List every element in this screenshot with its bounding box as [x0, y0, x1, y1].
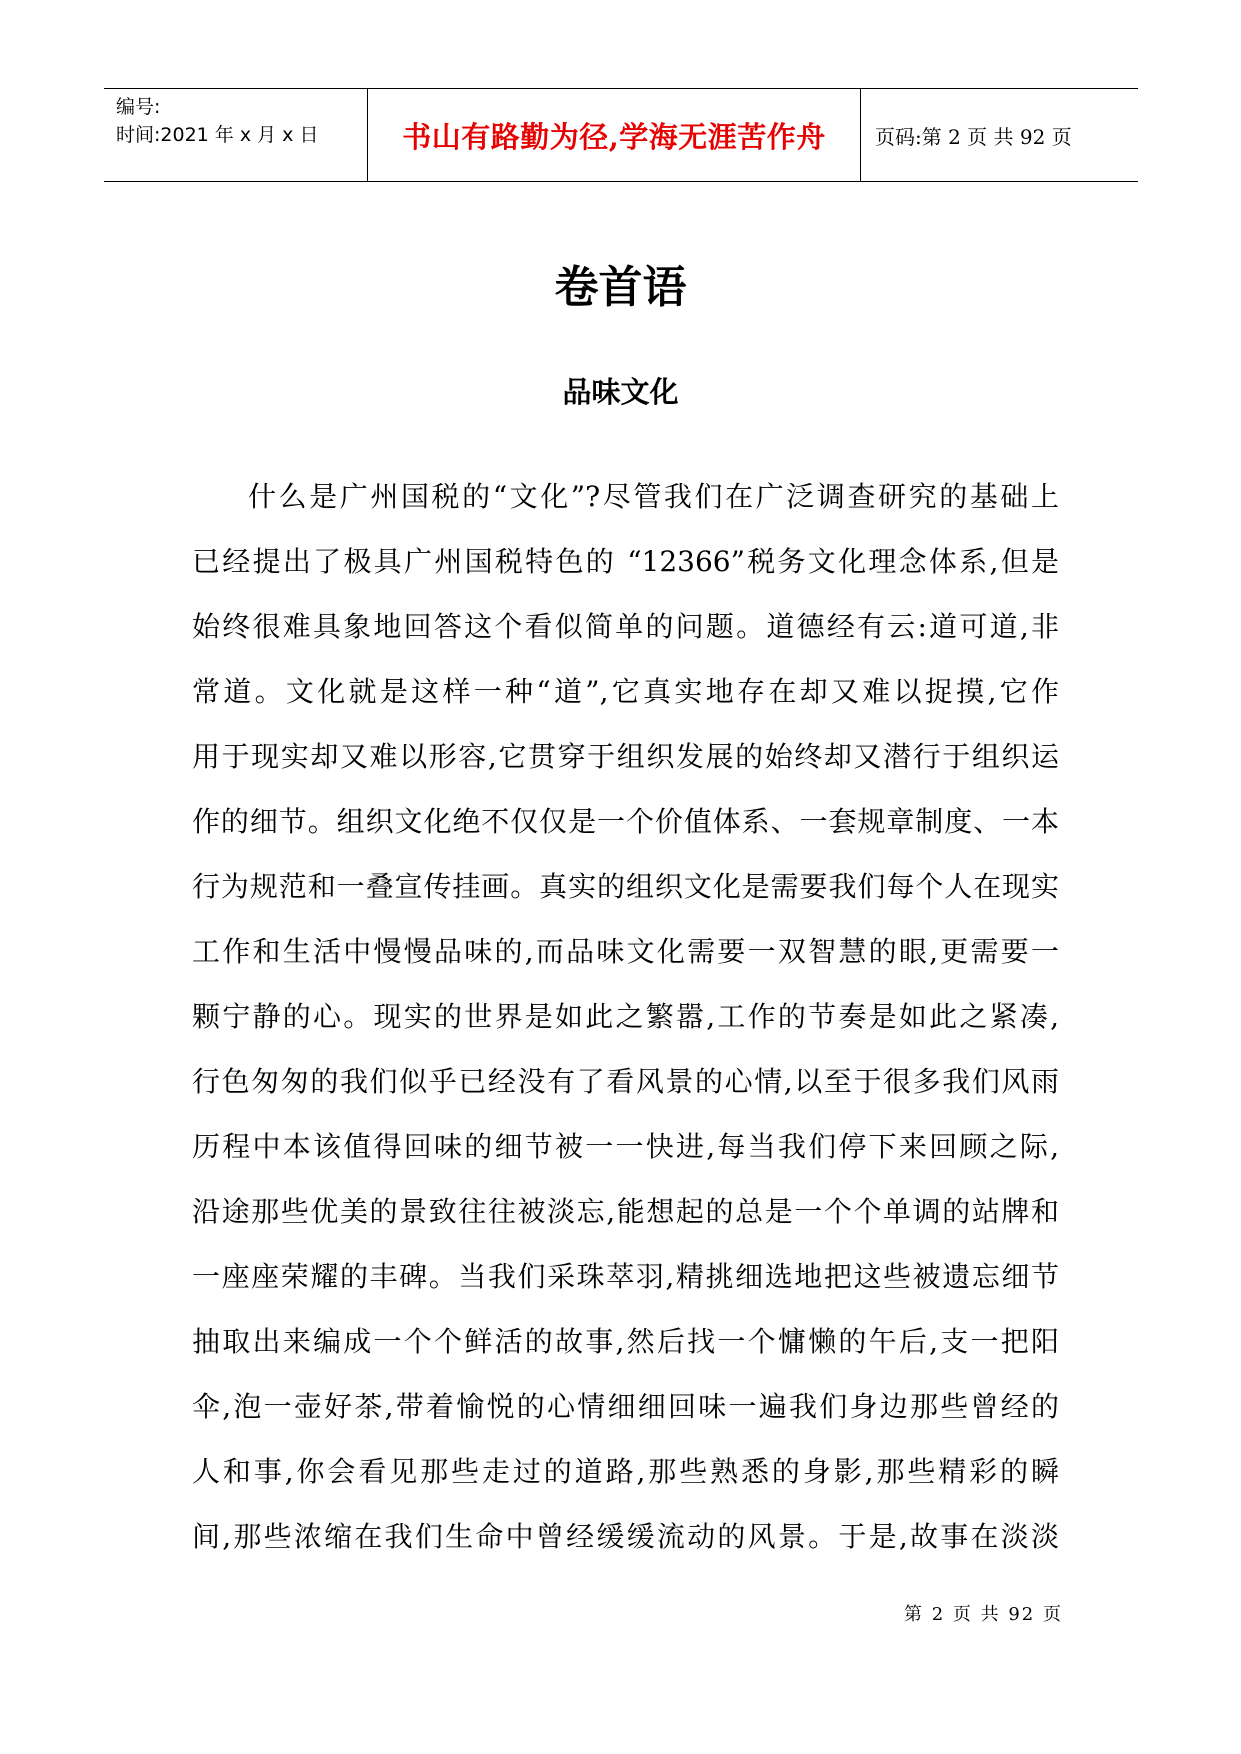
text-line: 历程中本该值得回味的细节被一一快进,每当我们停下来回顾之际,: [192, 1130, 1059, 1163]
document-number-label: 编号:: [116, 96, 161, 118]
text-line: 沿途那些优美的景致往往被淡忘,能想起的总是一个个单调的站牌和: [192, 1195, 1059, 1228]
text-line: 抽取出来编成一个个鲜活的故事,然后找一个慵懒的午后,支一把阳: [192, 1325, 1059, 1358]
text-line: 工作和生活中慢慢品味的,而品味文化需要一双智慧的眼,更需要一: [192, 935, 1059, 968]
text-line: 行色匆匆的我们似乎已经没有了看风景的心情,以至于很多我们风雨: [192, 1065, 1059, 1098]
text-line: 行为规范和一叠宣传挂画。真实的组织文化是需要我们每个人在现实: [192, 870, 1059, 903]
text-line: 间,那些浓缩在我们生命中曾经缓缓流动的风景。于是,故事在淡淡: [192, 1520, 1059, 1553]
text-line: 伞,泡一壶好茶,带着愉悦的心情细细回味一遍我们身边那些曾经的: [192, 1390, 1059, 1423]
body-paragraph: [192, 464, 1059, 1569]
document-time-label: 时间:2021 年 x 月 x 日: [116, 124, 319, 146]
section-subtitle: 品味文化: [562, 375, 679, 409]
text-line: 人和事,你会看见那些走过的道路,那些熟悉的身影,那些精彩的瞬: [192, 1455, 1059, 1488]
text-line: 始终很难具象地回答这个看似简单的问题。道德经有云:道可道,非: [192, 610, 1059, 643]
text-line: 作的细节。组织文化绝不仅仅是一个价值体系、一套规章制度、一本: [192, 805, 1059, 838]
text-line: 什么是广州国税的“文化”?尽管我们在广泛调查研究的基础上: [248, 480, 1059, 513]
text-line: 常道。文化就是这样一种“道”,它真实地存在却又难以捉摸,它作: [192, 675, 1059, 708]
text-line: 用于现实却又难以形容,它贯穿于组织发展的始终却又潜行于组织运: [192, 740, 1059, 773]
page-title: 卷首语: [554, 262, 687, 313]
header-page-info: 页码:第 2 页 共 92 页: [875, 124, 1072, 149]
page-footer: 第 2 页 共 92 页: [904, 1604, 1063, 1625]
header-motto: 书山有路勤为径,学海无涯苦作舟: [368, 89, 861, 181]
text-line: 一座座荣耀的丰碑。当我们采珠萃羽,精挑细选地把这些被遗忘细节: [192, 1260, 1059, 1293]
text-line: 颗宁静的心。现实的世界是如此之繁嚣,工作的节奏是如此之紧凑,: [192, 1000, 1059, 1033]
header-meta: [104, 89, 368, 181]
text-line: 已经提出了极具广州国税特色的 “12366”税务文化理念体系,但是: [192, 545, 1059, 578]
page-header: [104, 88, 1138, 182]
